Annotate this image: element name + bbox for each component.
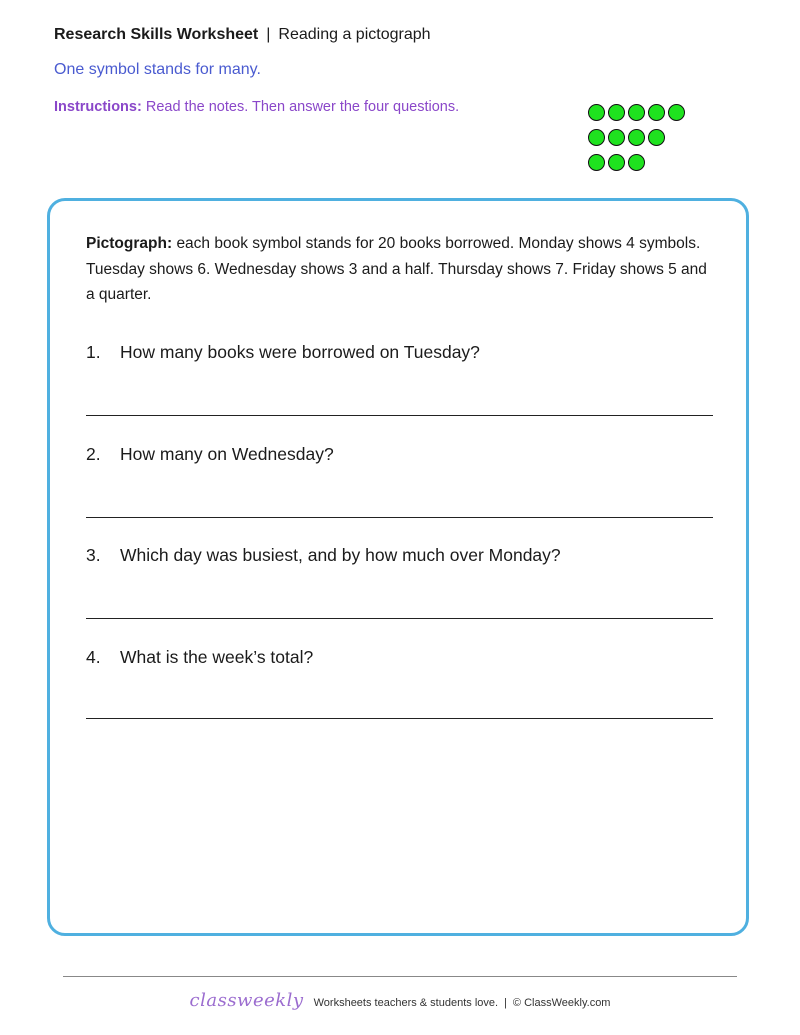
green-dot-icon bbox=[648, 129, 665, 146]
notes-label: Pictograph: bbox=[86, 235, 173, 252]
worksheet-header bbox=[54, 26, 431, 44]
question-2 bbox=[86, 444, 334, 465]
question-text: How many on Wednesday? bbox=[120, 444, 334, 464]
footer-tagline: Worksheets teachers & students love. bbox=[313, 997, 499, 1009]
worksheet-title: Research Skills Worksheet bbox=[54, 26, 259, 43]
question-3 bbox=[86, 545, 561, 566]
brand-logo: classweekly bbox=[189, 990, 304, 1011]
question-1 bbox=[86, 342, 480, 363]
question-text: Which day was busiest, and by how much over Monday? bbox=[120, 545, 561, 565]
green-dot-icon bbox=[648, 104, 665, 121]
question-number: 3. bbox=[86, 545, 101, 565]
question-text: What is the week’s total? bbox=[120, 647, 314, 667]
green-dot-icon bbox=[628, 129, 645, 146]
answer-line-2[interactable] bbox=[86, 517, 713, 518]
dot-cluster-decoration bbox=[588, 104, 688, 179]
answer-line-4[interactable] bbox=[86, 718, 713, 719]
green-dot-icon bbox=[608, 104, 625, 121]
footer bbox=[0, 990, 800, 1011]
notes-text: each book symbol stands for 20 books borrowed. Monday shows 4 symbols. Tuesday shows 6. Wednesday shows 3 and a half. Thursday shows 7. Friday shows 5 and a quarter. bbox=[86, 235, 707, 303]
worksheet-topic: Reading a pictograph bbox=[278, 26, 431, 43]
pictograph-notes bbox=[86, 231, 716, 308]
green-dot-icon bbox=[628, 104, 645, 121]
answer-line-1[interactable] bbox=[86, 415, 713, 416]
question-4 bbox=[86, 647, 313, 668]
header-separator: | bbox=[266, 26, 271, 43]
worksheet-subtitle: One symbol stands for many. bbox=[54, 61, 261, 78]
green-dot-icon bbox=[588, 129, 605, 146]
green-dot-icon bbox=[608, 129, 625, 146]
green-dot-icon bbox=[628, 154, 645, 171]
question-number: 1. bbox=[86, 342, 101, 362]
footer-copyright: © ClassWeekly.com bbox=[512, 997, 611, 1009]
dot-row bbox=[588, 154, 688, 172]
green-dot-icon bbox=[608, 154, 625, 171]
green-dot-icon bbox=[588, 154, 605, 171]
dot-row bbox=[588, 129, 688, 147]
answer-line-3[interactable] bbox=[86, 618, 713, 619]
instructions bbox=[54, 99, 459, 115]
instructions-label: Instructions: bbox=[54, 99, 142, 115]
question-card bbox=[47, 198, 749, 936]
footer-divider bbox=[63, 976, 737, 977]
question-number: 4. bbox=[86, 647, 101, 667]
question-number: 2. bbox=[86, 444, 101, 464]
green-dot-icon bbox=[668, 104, 685, 121]
dot-row bbox=[588, 104, 688, 122]
question-text: How many books were borrowed on Tuesday? bbox=[120, 342, 480, 362]
footer-separator: | bbox=[504, 997, 507, 1009]
instructions-text: Read the notes. Then answer the four questions. bbox=[145, 99, 460, 115]
green-dot-icon bbox=[588, 104, 605, 121]
